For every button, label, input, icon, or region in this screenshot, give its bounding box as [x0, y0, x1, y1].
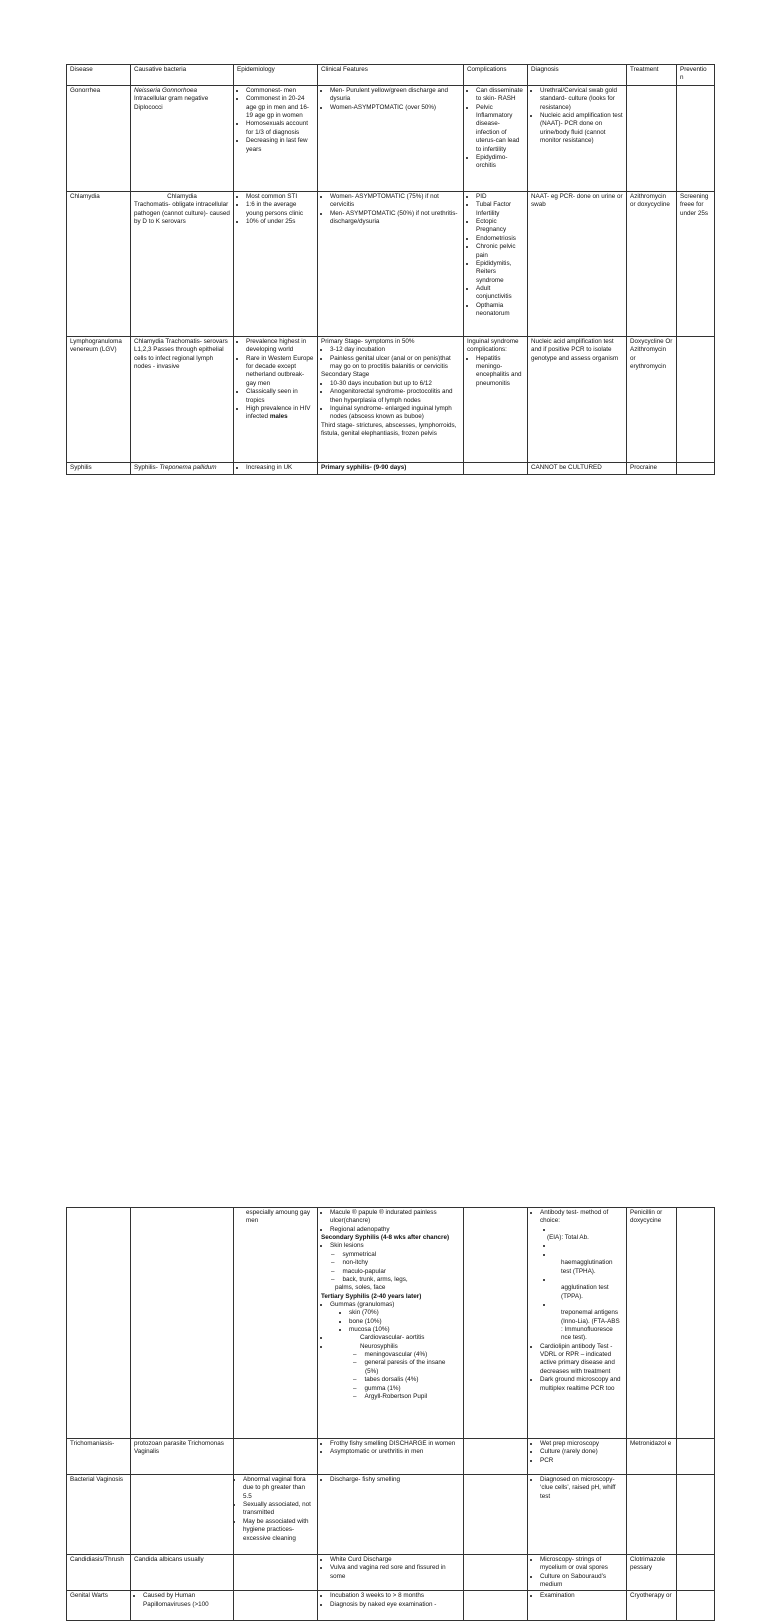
list-item: • Gummas (granulomas): [330, 1301, 460, 1309]
syph2-eia: [531, 1234, 623, 1242]
chlamydia-prevention: Screening freee for under 25s: [677, 192, 715, 337]
bv-clinical: [318, 1475, 464, 1555]
lgv-complications: [464, 337, 528, 463]
list-item: • Microscopy- strings of mycelium or oval spores: [540, 1556, 623, 1573]
gonorrhea-treatment: [627, 86, 677, 192]
warts-treatment: Cryotherapy or: [627, 1591, 677, 1621]
list-item: • Urethral/Cervical swab gold standard- culture (looks for resistance): [540, 87, 623, 112]
document-page-2: [0, 600, 768, 1608]
gonorrhea-diagnosis: [528, 86, 627, 192]
trich-diagnosis: [528, 1439, 627, 1475]
bv-treatment: [627, 1475, 677, 1555]
row-syphilis-continued: [67, 1208, 715, 1439]
list-item: • Inguinal syndrome- enlarged inguinal lymph nodes (abscess known as buboe): [330, 405, 460, 422]
bv-bacteria: [131, 1475, 234, 1555]
syph2-agg: agglutination test (TPPA).: [561, 1284, 609, 1300]
list-item: • Endometriosis: [476, 235, 524, 243]
cand-epidemiology: [234, 1555, 318, 1591]
lgv-clinical: [318, 337, 464, 463]
list-item: • Sexually associated, not transmitted: [243, 1501, 314, 1518]
row-trichomoniasis: [67, 1439, 715, 1475]
gonorrhea-disease: Gonorrhea: [67, 86, 131, 192]
row-chlamydia: [67, 192, 715, 337]
cand-diagnosis: [528, 1555, 627, 1591]
header-row: [67, 65, 715, 86]
chlamydia-bacteria: [131, 192, 234, 337]
lgv-diagnosis: Nucleic acid amplification test and if positive PCR to isolate genotype and assess organism: [528, 337, 627, 463]
cand-clinical: [318, 1555, 464, 1591]
list-item: • Wet prep microscopy: [540, 1440, 623, 1448]
bv-prevention: [677, 1475, 715, 1555]
header-diagnosis: Diagnosis: [528, 65, 627, 86]
syphilis-complications: [464, 463, 528, 475]
list-item: • Anogenitorectal syndrome- proctocolitis and then hyperplasia of lymph nodes: [330, 388, 460, 405]
syphilis-treatment: Procraine: [627, 463, 677, 475]
list-item: • Ectopic Pregnancy: [476, 218, 524, 235]
list-item: • Men- ASYMPTOMATIC (50%) if not urethritis- discharge/dysuria: [330, 210, 460, 227]
list-item: • Caused by Human Papillomaviruses (>100: [143, 1592, 230, 1609]
list-item: • Classically seen in tropics: [246, 388, 314, 405]
list-item: • Asymptomatic or urethritis in men: [330, 1448, 460, 1456]
lgv-secondary-stage: Secondary Stage: [321, 371, 370, 379]
list-item: • PCR: [540, 1457, 623, 1465]
list-item: • Nucleic acid amplification test (NAAT)- PCR done on urine/body fluid (cannot monitor resistance): [540, 112, 623, 145]
lgv-hiv-males: males: [269, 413, 288, 421]
list-item: • Incubation 3 weeks to > 8 months: [330, 1592, 460, 1600]
list-item: • 10% of under 25s: [246, 218, 314, 226]
list-item: • Vulva and vagina red sore and fissured in some: [330, 1564, 460, 1581]
list-item: • Adult conjunctivitis: [476, 285, 524, 302]
warts-disease: Genital Warts: [67, 1591, 131, 1621]
list-item: • Tubal Factor Infertility: [476, 201, 524, 218]
header-prevention: Preventio n: [677, 65, 715, 86]
trich-complications: [464, 1439, 528, 1475]
list-item: • Diagnosis by naked eye examination -: [330, 1601, 460, 1609]
syphilis-epidemiology: [234, 463, 318, 475]
syphilis-bacteria-name: Treponema pallidum: [159, 464, 217, 471]
trich-prevention: [677, 1439, 715, 1475]
list-item: • Discharge- fishy smelling: [330, 1476, 460, 1484]
header-epidemiology: Epidemiology: [234, 65, 318, 86]
syphilis-prevention: [677, 463, 715, 475]
list-item: • Women- ASYMPTOMATIC (75%) if not cervicitis: [330, 193, 460, 210]
syph2-diagnosis: [528, 1208, 627, 1439]
warts-prevention: [677, 1591, 715, 1621]
list-item: [553, 1242, 623, 1250]
list-item: – tabes dorsalis (4%): [365, 1376, 460, 1384]
warts-bacteria: [131, 1591, 234, 1621]
list-item: [553, 1226, 623, 1234]
row-genital-warts: [67, 1591, 715, 1621]
eia-post: ): Total Ab.: [559, 1234, 589, 1242]
list-item: • Commonest- men: [246, 87, 314, 95]
list-item: • Culture (rarely done): [540, 1448, 623, 1456]
list-item: • 1:6 in the average young persons clinic: [246, 201, 314, 218]
list-item: • PID: [476, 193, 524, 201]
syph2-cardio: Cardiovascular- aortitis: [360, 1334, 425, 1342]
lgv-disease: Lymphogranuloma venereum (LGV): [67, 337, 131, 463]
list-item: • Rare in Western Europe for decade except netherland outbreak- gay men: [246, 355, 314, 388]
list-item: • 3-12 day incubation: [330, 346, 460, 354]
list-item: [553, 1276, 623, 1284]
list-item: • Epididymitis, Reiters syndrome: [476, 260, 524, 285]
lgv-third-stage: Third stage- strictures, abscesses, lymphorroids, fistula, genital elephantiasis, frozen pelvis: [321, 421, 457, 437]
cand-bacteria: Candida albicans usually: [131, 1555, 234, 1591]
list-item: • Culture on Sabouraud’s medium: [540, 1573, 623, 1590]
list-item: [330, 1343, 460, 1351]
gonorrhea-prevention: [677, 86, 715, 192]
syph2-tertiary-title: Tertiary Syphilis (2-40 years later): [321, 1292, 422, 1300]
page-gap: [0, 480, 768, 600]
list-item: • skin (70%): [349, 1309, 460, 1317]
trich-epidemiology: [234, 1439, 318, 1475]
chlamydia-bacteria-desc: Trachomatis- obligate intracellular pathogen (cannot culture)- caused by D to K serovars: [134, 201, 230, 226]
warts-clinical: [318, 1591, 464, 1621]
eia-pre: (EIA: [547, 1234, 560, 1242]
list-item: [553, 1301, 623, 1309]
list-item: [246, 405, 314, 422]
row-lgv: [67, 337, 715, 463]
row-syphilis: [67, 463, 715, 475]
trich-treatment: Metronidazol e: [627, 1439, 677, 1475]
sti-table-page-2: [66, 1207, 715, 1621]
cand-disease: Candidiasis/Thrush: [67, 1555, 131, 1591]
list-item: • Men- Purulent yellow/green discharge and dysuria: [330, 87, 460, 104]
lgv-bacteria: Chlamydia Trachomatis- serovars L1,2,3 Passes through epithelial cells to infect regional lymph nodes - invasive: [131, 337, 234, 463]
lgv-hiv-text: High prevalence in HIV infected: [246, 404, 311, 421]
syphilis-bacteria-text: Syphilis-: [134, 464, 160, 471]
cand-treatment: Clotrimazole pessary: [627, 1555, 677, 1591]
list-item: • Examination: [540, 1592, 623, 1600]
row-bacterial-vaginosis: [67, 1475, 715, 1555]
gonorrhea-bacteria-desc: Intracellular gram negative Diplococci: [134, 95, 209, 111]
list-item: [330, 1334, 460, 1342]
list-item: • Decreasing in last few years: [246, 137, 314, 154]
document-page-1: [0, 0, 768, 480]
header-causative-bacteria: Causative bacteria: [131, 65, 234, 86]
bv-epidemiology: [234, 1475, 318, 1555]
cand-prevention: [677, 1555, 715, 1591]
trich-clinical: [318, 1439, 464, 1475]
chlamydia-epidemiology: [234, 192, 318, 337]
list-item: • Commonest in 20-24 age gp in men and 16-19 age gp in women: [246, 95, 314, 120]
syph2-epidemiology: especially amoung gay men: [234, 1208, 318, 1439]
syphilis-bacteria: [131, 463, 234, 475]
list-item: • Pelvic Inflammatory disease- infection of uterus-can lead to infertility: [476, 104, 524, 154]
list-item: • Diagnosed on microscopy- ‘clue cells’, raised pH, whiff test: [540, 1476, 623, 1501]
gonorrhea-bacteria-name: Neisseria Gonnorhoea: [134, 87, 198, 94]
bv-complications: [464, 1475, 528, 1555]
list-item: – gumma (1%): [365, 1385, 460, 1393]
list-item: • Epidydimo-orchitis: [476, 154, 524, 171]
chlamydia-diagnosis: NAAT- eg PCR- done on urine or swab: [528, 192, 627, 337]
trich-bacteria: protozoan parasite Trichomonas Vaginalis: [131, 1439, 234, 1475]
gonorrhea-complications: [464, 86, 528, 192]
list-item: • Prevalence highest in developing world: [246, 338, 314, 355]
chlamydia-complications: [464, 192, 528, 337]
list-item: • Macule ® papule ® indurated painless ulcer(chancre): [330, 1209, 460, 1226]
list-item: • Opthamia neonatorum: [476, 302, 524, 319]
lgv-treatment: Doxycycline Or Azithromycin or erythromycin: [627, 337, 677, 463]
list-item: • Chronic pelvic pain: [476, 243, 524, 260]
list-item: [553, 1251, 623, 1259]
list-item: – meningovascular (4%): [365, 1351, 460, 1359]
bv-diagnosis: [528, 1475, 627, 1555]
syph2-clinical: [318, 1208, 464, 1439]
list-item: • Homosexuals account for 1/3 of diagnosis: [246, 120, 314, 137]
syph2-prevention: [677, 1208, 715, 1439]
gonorrhea-clinical: [318, 86, 464, 192]
list-item: • White Curd Discharge: [330, 1556, 460, 1564]
warts-diagnosis: [528, 1591, 627, 1621]
syphilis-diagnosis: CANNOT be CULTURED: [528, 463, 627, 475]
syph2-haem: haemagglutination test (TPHA).: [561, 1259, 613, 1275]
list-item: • Cardiolipin antibody Test - VDRL or RPR – indicated active primary disease and decreases with treatment: [540, 1343, 623, 1376]
list-item: • Hepatitis meningo-encephalitis and pneumonitis: [476, 355, 524, 388]
header-clinical-features: Clinical Features: [318, 65, 464, 86]
chlamydia-bacteria-title: Chlamydia: [167, 193, 197, 200]
syph2-skin-tail: palms, soles, face: [335, 1284, 386, 1292]
list-item: • Can disseminate to skin- RASH: [476, 87, 524, 104]
syph2-disease: [67, 1208, 131, 1439]
row-candidiasis: [67, 1555, 715, 1591]
syphilis-clinical: Primary syphilis- (9-90 days): [318, 463, 464, 475]
list-item: • Women-ASYMPTOMATIC (over 50%): [330, 104, 460, 112]
row-gonorrhea: [67, 86, 715, 192]
list-item: • Painless genital ulcer (anal or on penis)that may go on to proctitis balanitis or cervicitis: [330, 355, 460, 372]
syph2-trep: treponemal antigens (Inno-Lia). (FTA-ABS : Immunofluoresce nce test).: [561, 1309, 620, 1342]
list-item: • bone (10%): [349, 1318, 460, 1326]
header-treatment: Treatment: [627, 65, 677, 86]
syph2-secondary-title: Secondary Syphilis (4-8 wks after chancre): [321, 1234, 450, 1242]
lgv-prevention: [677, 337, 715, 463]
header-disease: Disease: [67, 65, 131, 86]
warts-epidemiology: [234, 1591, 318, 1621]
list-item: • Abnormal vaginal flora due to ph greater than 5.5: [243, 1476, 314, 1501]
gonorrhea-epidemiology: [234, 86, 318, 192]
syph2-bacteria: [131, 1208, 234, 1439]
list-item: – Argyll-Robertson Pupil: [365, 1393, 460, 1401]
lgv-epidemiology: [234, 337, 318, 463]
chlamydia-disease: Chlamydia: [67, 192, 131, 337]
list-item: • Most common STI: [246, 193, 314, 201]
lgv-comp-text: Inguinal syndrome complications:: [467, 338, 519, 354]
list-item: – non-itchy: [343, 1259, 460, 1267]
syphilis-disease: Syphilis: [67, 463, 131, 475]
list-item: • 10-30 days incubation but up to 6/12: [330, 380, 460, 388]
list-item: • Skin lesions: [330, 1242, 460, 1250]
list-item: • May be associated with hygiene practices- excessive cleaning: [243, 1518, 314, 1543]
warts-complications: [464, 1591, 528, 1621]
list-item: • Regional adenopathy: [330, 1226, 460, 1234]
lgv-primary-stage: Primary Stage- symptoms in 50%: [321, 338, 415, 345]
trich-disease: Trichomaniasis-: [67, 1439, 131, 1475]
list-item: • Antibody test- method of choice:: [540, 1209, 623, 1226]
cand-complications: [464, 1555, 528, 1591]
chlamydia-clinical: [318, 192, 464, 337]
list-item: – back, trunk, arms, legs,: [343, 1276, 460, 1284]
list-item: • Dark ground microscopy and multiplex realtime PCR too: [540, 1376, 623, 1393]
header-complications: Complications: [464, 65, 528, 86]
list-item: • Frothy fishy smelling DISCHARGE in women: [330, 1440, 460, 1448]
syph2-complications: [464, 1208, 528, 1439]
syph2-treatment: Penicillin or doxycycine: [627, 1208, 677, 1439]
sti-table-page-1: [66, 64, 715, 475]
list-item: – general paresis of the insane (5%): [365, 1359, 460, 1376]
list-item: • mucosa (10%): [349, 1326, 460, 1334]
list-item: – symmetrical: [343, 1251, 460, 1259]
gonorrhea-bacteria: [131, 86, 234, 192]
bv-disease: Bacterial Vaginosis: [67, 1475, 131, 1555]
list-item: – maculo-papular: [343, 1268, 460, 1276]
chlamydia-treatment: Azithromycin or doxycycline: [627, 192, 677, 337]
syph2-neuro: Neurosyphilis: [360, 1342, 398, 1350]
list-item: • Increasing in UK: [246, 464, 314, 472]
